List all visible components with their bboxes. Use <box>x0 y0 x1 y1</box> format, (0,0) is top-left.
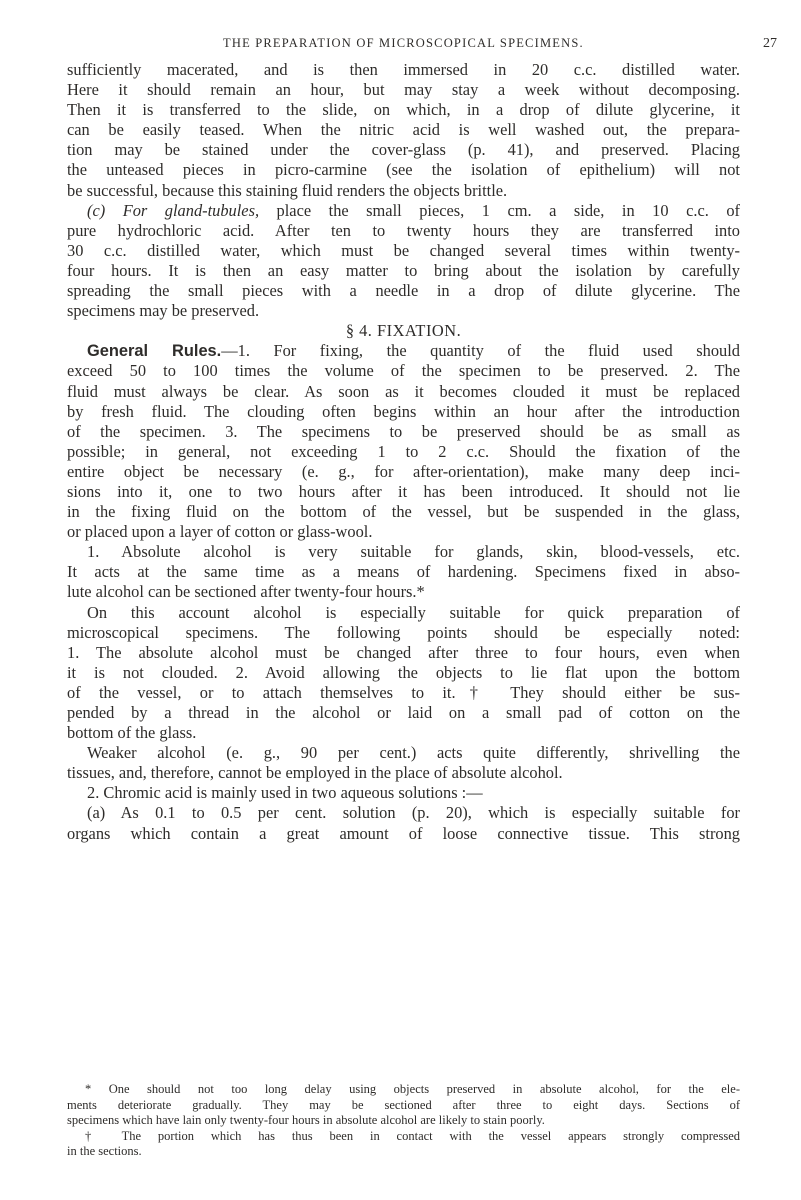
text-line <box>67 603 740 623</box>
line-text: the unteased pieces in picro-carmine (see the isolation of epithelium) will not <box>67 160 740 180</box>
line-text: Weaker alcohol (e. g., 90 per cent.) acts quite differently, shrivelling the <box>87 743 740 763</box>
line-text: exceed 50 to 100 times the volume of the specimen to be preserved. 2. The <box>67 361 740 381</box>
line-text: Here it should remain an hour, but may stay a week without decomposing. <box>67 80 740 100</box>
footnotes <box>67 1082 740 1160</box>
line-text: entire object be necessary (e. g., for after-orientation), make many deep inci- <box>67 461 740 481</box>
line-text: lute alcohol can be sectioned after twenty-four hours.* <box>67 582 425 602</box>
body-text <box>67 60 740 844</box>
line-text: * One should not too long delay using objects preserved in absolute alcohol, for the ele- <box>85 1082 740 1096</box>
line-text: of the specimen. 3. The specimens to be preserved should be as small as <box>67 421 740 441</box>
text-line <box>67 221 740 241</box>
footnote-line <box>67 1113 740 1129</box>
text-line <box>67 663 740 683</box>
line-text: 1. The absolute alcohol must be changed after three to four hours, even when <box>67 642 740 662</box>
text-line <box>67 341 740 361</box>
line-text: sions into it, one to two hours after it has been introduced. It should not lie <box>67 481 740 501</box>
line-text: microscopical specimens. The following points should be especially noted: <box>67 622 740 642</box>
line-text: 30 c.c. distilled water, which must be changed several times within twenty- <box>67 240 740 260</box>
text-line <box>67 442 740 462</box>
text-line <box>67 140 740 160</box>
text-line <box>67 743 740 763</box>
line-text: four hours. It is then an easy matter to bring about the isolation by carefully <box>67 260 740 280</box>
line-text: Then it is transferred to the slide, on which, in a drop of dilute glycerine, it <box>67 100 740 120</box>
line-text: pended by a thread in the alcohol or laid on a small pad of cotton on the <box>67 703 740 722</box>
line-text: bottom of the glass. <box>67 723 197 743</box>
line-text: It acts at the same time as a means of hardening. Specimens fixed in abso- <box>67 562 740 582</box>
text-line <box>67 80 740 100</box>
text-line <box>67 382 740 402</box>
text-line <box>67 241 740 261</box>
line-text: fluid must always be clear. As soon as it becomes clouded it must be replaced <box>67 381 740 401</box>
text-line <box>67 201 740 221</box>
text-line <box>67 281 740 301</box>
text-line <box>67 100 740 120</box>
text-line <box>67 301 740 321</box>
text-line <box>67 261 740 281</box>
text-line <box>67 402 740 422</box>
line-text: be successful, because this staining fluid renders the objects brittle. <box>67 180 508 200</box>
text-line <box>67 60 740 80</box>
line-text: or placed upon a layer of cotton or glass-wool. <box>67 522 373 542</box>
line-text: § 4. FIXATION. <box>345 321 462 341</box>
line-text: —1. For fixing, the quantity of the fluid used should <box>221 341 740 361</box>
line-text: 2. Chromic acid is mainly used in two aqueous solutions :— <box>87 783 483 803</box>
line-text: tion may be stained under the cover-glass (p. 41), and preserved. Placing <box>67 140 740 160</box>
text-line <box>67 321 740 341</box>
text-line <box>67 120 740 140</box>
line-text: tissues, and, therefore, cannot be employed in the place of absolute alcohol. <box>67 763 563 783</box>
line-text: can be easily teased. When the nitric acid is well washed out, the prepara- <box>67 120 740 140</box>
line-text: in the sections. <box>67 1144 142 1159</box>
line-text: 1. Absolute alcohol is very suitable for glands, skin, blood-vessels, etc. <box>87 542 740 562</box>
footnote-line <box>67 1082 740 1098</box>
text-line <box>67 582 740 602</box>
text-line <box>67 824 740 844</box>
text-line <box>67 482 740 502</box>
line-text: in the fixing fluid on the bottom of the vessel, but be suspended in the glass, <box>67 502 740 522</box>
line-text: ments deteriorate gradually. They may be sectioned after three to eight days. Sections of <box>67 1097 740 1112</box>
text-line <box>67 683 740 703</box>
text-line <box>67 562 740 582</box>
line-text: place the small pieces, 1 cm. a side, in 10 c.c. of <box>259 200 740 220</box>
text-line <box>67 160 740 180</box>
line-text: spreading the small pieces with a needle in a drop of dilute glycerine. The <box>67 281 740 301</box>
line-text: by fresh fluid. The clouding often begins within an hour after the introduction <box>67 401 740 421</box>
text-line <box>67 422 740 442</box>
italic-subheading: (c) For gland-tubules, <box>87 200 260 220</box>
footnote-line <box>67 1098 740 1114</box>
text-line <box>67 643 740 663</box>
text-line <box>67 361 740 381</box>
line-text: possible; in general, not exceeding 1 to 2 c.c. Should the fixation of the <box>67 441 740 461</box>
line-text: specimens may be preserved. <box>67 301 260 321</box>
line-text: † The portion which has thus been in contact with the vessel appears strongly compressed <box>85 1128 740 1143</box>
running-head: THE PREPARATION OF MICROSCOPICAL SPECIMENS. <box>223 36 584 50</box>
text-line <box>67 763 740 783</box>
line-text: On this account alcohol is especially suitable for quick preparation of <box>87 602 740 622</box>
page-number: 27 <box>763 36 777 51</box>
text-line <box>67 723 740 743</box>
footnote-line <box>67 1144 740 1160</box>
line-text: (a) As 0.1 to 0.5 per cent. solution (p. 20), which is especially suitable for <box>87 803 740 823</box>
text-line <box>67 522 740 542</box>
text-line <box>67 502 740 522</box>
line-text: sufficiently macerated, and is then immersed in 20 c.c. distilled water. <box>67 60 740 79</box>
text-line <box>67 623 740 643</box>
line-text: specimens which have lain only twenty-four hours in absolute alcohol are likely to stain poorly. <box>67 1113 545 1128</box>
text-line <box>67 803 740 823</box>
text-line <box>67 783 740 803</box>
line-text: pure hydrochloric acid. After ten to twenty hours they are transferred into <box>67 220 740 240</box>
line-text: of the vessel, or to attach themselves to it.† They should either be sus- <box>67 682 740 702</box>
text-line <box>67 542 740 562</box>
line-text: it is not clouded. 2. Avoid allowing the objects to lie flat upon the bottom <box>67 662 740 682</box>
run-in-heading: General Rules. <box>87 342 222 361</box>
text-line <box>67 703 740 723</box>
line-text: organs which contain a great amount of loose connective tissue. This strong <box>67 823 740 843</box>
footnote-line <box>67 1129 740 1145</box>
text-line <box>67 462 740 482</box>
text-line <box>67 181 740 201</box>
